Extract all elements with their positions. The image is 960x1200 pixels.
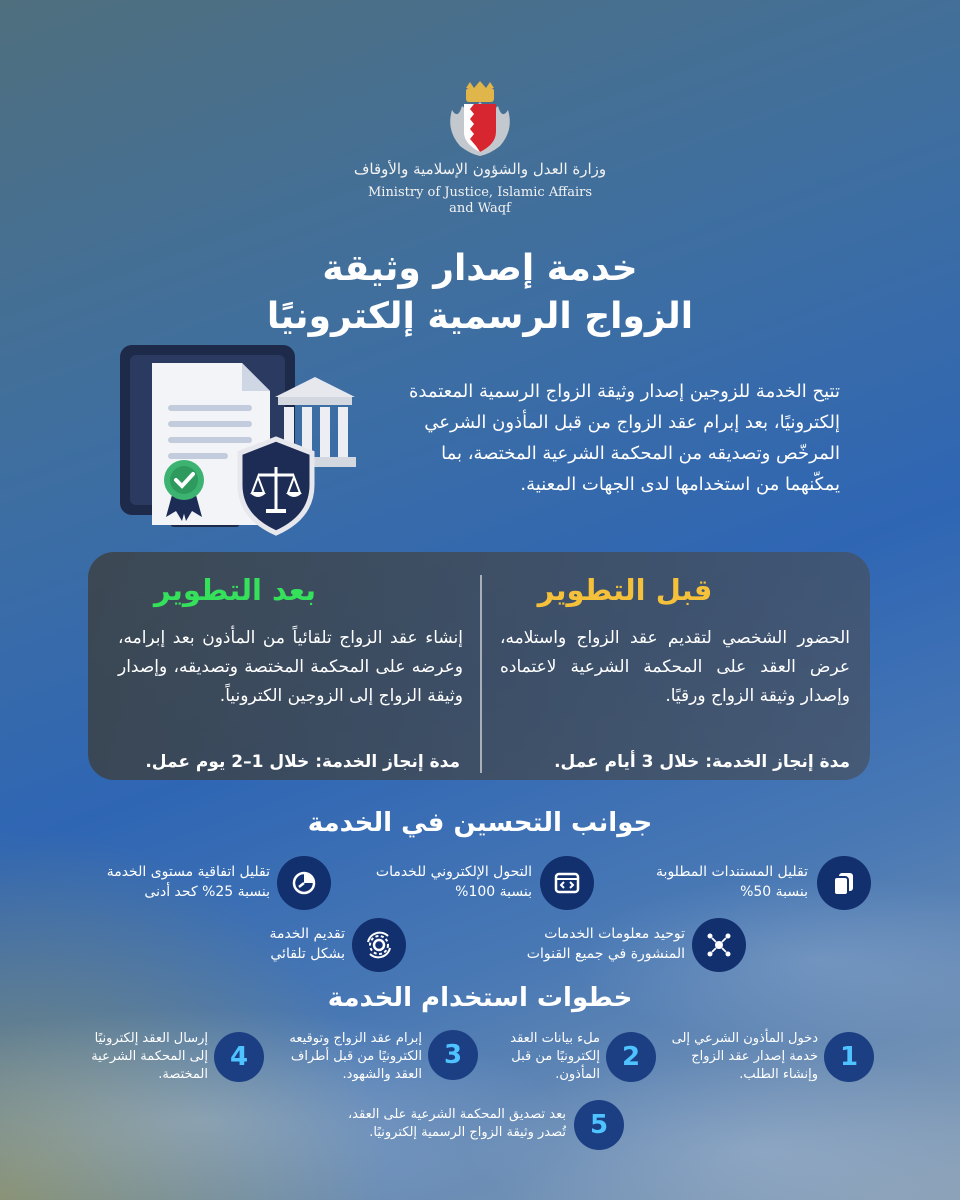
page-title	[180, 245, 780, 341]
steps-title: خطوات استخدام الخدمة	[327, 983, 633, 1013]
automation-gear-icon	[352, 918, 406, 972]
step-number: 3	[428, 1030, 478, 1080]
service-description: تتيح الخدمة للزوجين إصدار وثيقة الزواج الرسمية المعتمدة إلكترونيًا، بعد إبرام عقد الزواج من قبل المأذون الشرعي المرخّص وتصديقه من المحكمة الشرعية المختصة، بما يمكّنهما من استخدامها لدى الجهات المعنية.	[408, 381, 840, 495]
step-number: 2	[606, 1032, 656, 1082]
step-description: إبرام عقد الزواج وتوقيعه الكترونيًا من قبل أطراف العقد والشهود.	[289, 1031, 422, 1082]
comparison-divider	[480, 575, 482, 773]
step-description: بعد تصديق المحكمة الشرعية على العقد، تُصدر وثيقة الزواج الرسمية إلكترونيًا.	[347, 1107, 566, 1140]
after-development-description: إنشاء عقد الزواج تلقائياً من المأذون بعد إبرامه، وعرضه على المحكمة المختصة وتصديقه، وإصدار وثيقة الزواج إلى الزوجين الكترونياً.	[118, 628, 463, 706]
page-title-line1: خدمة إصدار وثيقة	[322, 248, 638, 289]
page-title-line2: الزواج الرسمية إلكترونيًا	[266, 296, 694, 337]
ministry-name-arabic: وزارة العدل والشؤون الإسلامية والأوقاف	[353, 160, 607, 178]
after-development-duration: مدة إنجاز الخدمة: خلال 1–2 يوم عمل.	[145, 752, 460, 772]
improvement-item	[620, 862, 808, 902]
before-development-description: الحضور الشخصي لتقديم عقد الزواج واستلامه، عرض العقد على المحكمة الشرعية لاعتماده وإصدار وثيقة الزواج ورقيًا.	[500, 628, 850, 706]
ministry-name-english-line2: and Waqf	[449, 201, 511, 216]
improvement-value: بنسبة 50%	[740, 884, 808, 900]
step-description: دخول المأذون الشرعي إلى خدمة إصدار عقد الزواج وإنشاء الطلب.	[671, 1031, 818, 1082]
improvement-value: المنشورة في جميع القنوات	[526, 946, 685, 962]
improvement-item	[195, 924, 345, 964]
before-development-duration: مدة إنجاز الخدمة: خلال 3 أيام عمل.	[554, 752, 850, 772]
improvement-value: بنسبة 100%	[455, 884, 532, 900]
clock-speed-icon	[277, 856, 331, 910]
step-number: 4	[214, 1032, 264, 1082]
ministry-name-english-line1: Ministry of Justice, Islamic Affairs	[367, 185, 593, 200]
improvement-label: التحول الإلكتروني للخدمات	[375, 864, 532, 880]
step-description: ملء بيانات العقد إلكترونيًا من قبل المأذون.	[510, 1031, 600, 1082]
ministry-emblem-icon	[440, 80, 520, 160]
step-number: 1	[824, 1032, 874, 1082]
improvement-label: تقديم الخدمة	[269, 926, 345, 942]
step-description: إرسال العقد إلكترونيًا إلى المحكمة الشرعية المختصة.	[91, 1031, 208, 1082]
after-development-title: بعد التطوير	[153, 573, 317, 607]
improvement-item	[75, 862, 270, 902]
improvements-title: جوانب التحسين في الخدمة	[307, 808, 653, 838]
improvement-value: بنسبة 25% كحد أدنى	[144, 884, 270, 900]
step-number: 5	[574, 1100, 624, 1150]
improvement-label: تقليل المستندات المطلوبة	[656, 864, 808, 880]
before-development-title: قبل التطوير	[537, 573, 713, 607]
documents-icon	[817, 856, 871, 910]
improvement-label: توحيد معلومات الخدمات	[544, 926, 685, 942]
network-icon	[692, 918, 746, 972]
improvement-label: تقليل اتفاقية مستوى الخدمة	[106, 864, 270, 880]
ministry-name-english	[330, 185, 630, 217]
improvement-value: بشكل تلقائي	[270, 946, 345, 962]
browser-code-icon	[540, 856, 594, 910]
document-court-illustration	[110, 335, 370, 550]
improvement-item	[350, 862, 532, 902]
improvement-item	[480, 924, 685, 964]
